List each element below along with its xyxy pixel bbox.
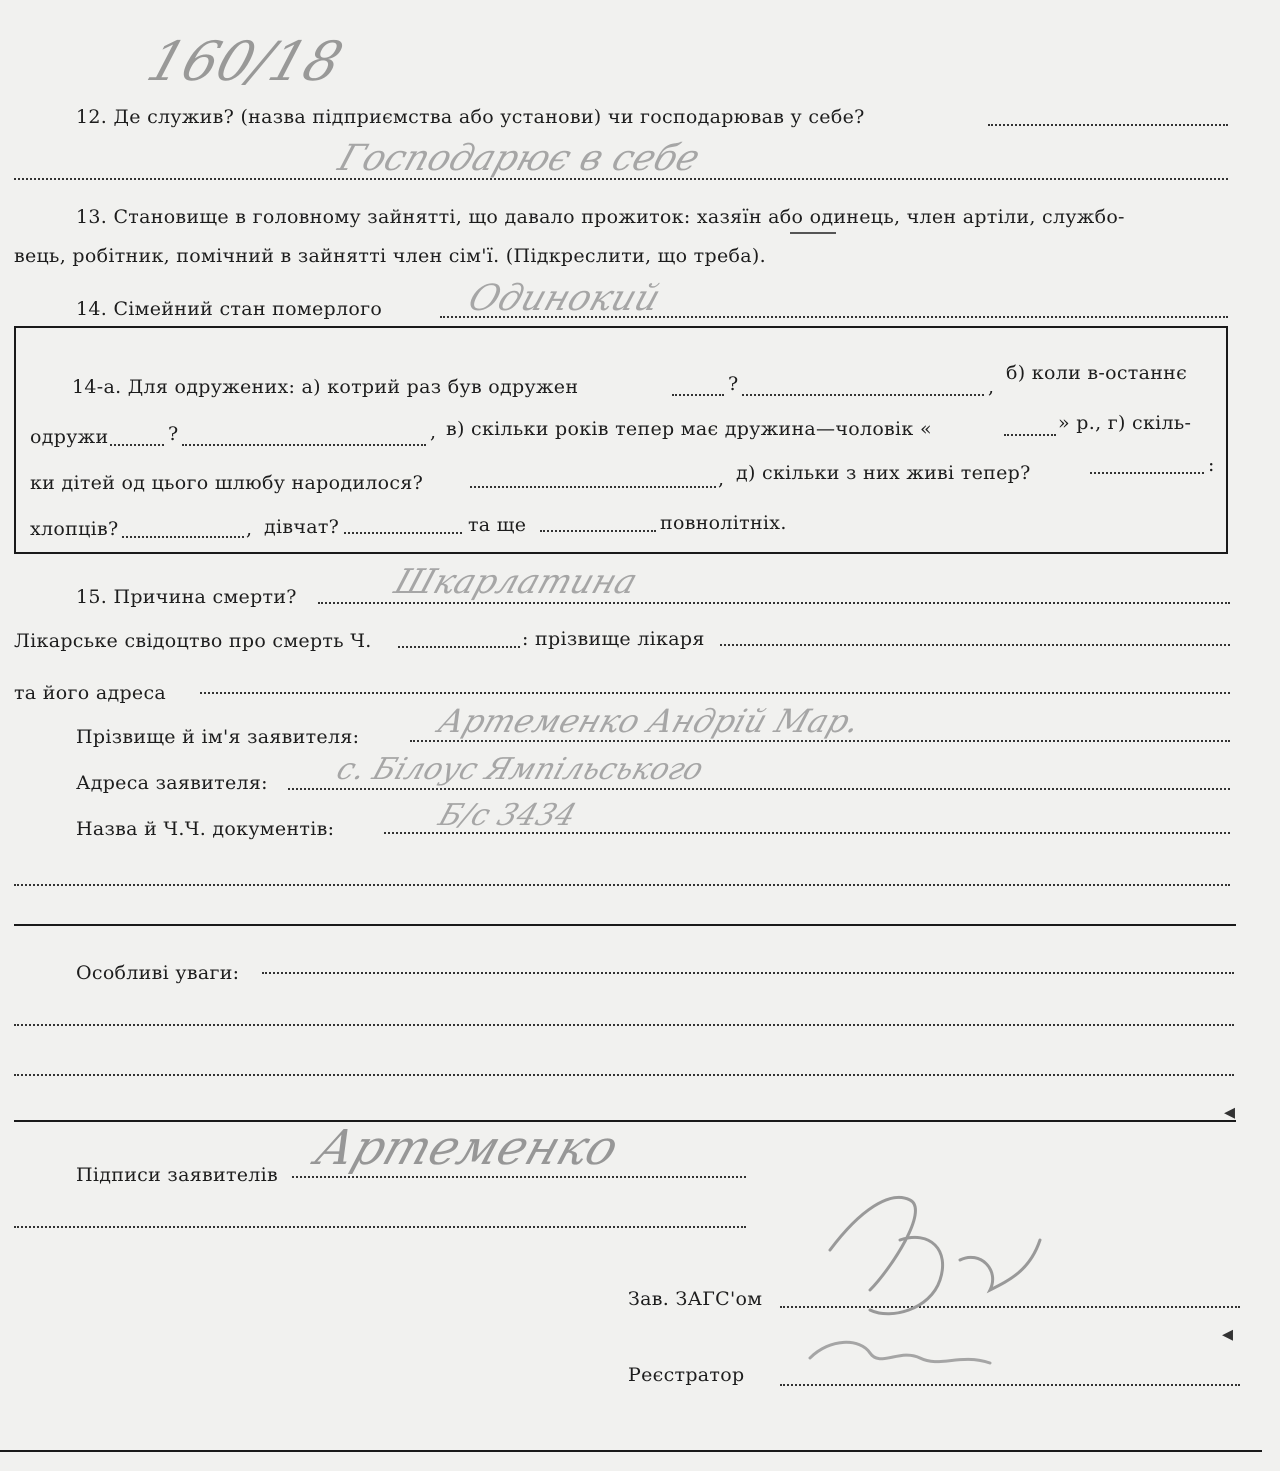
q14a-comma-3: , [718, 468, 725, 490]
q14a-fill-boys [122, 536, 244, 538]
q14a-text-4: , [430, 421, 437, 443]
signatures-label: Підписи заявителів [76, 1164, 279, 1186]
notes-fill-line-3 [14, 1074, 1234, 1076]
q14a-fill-last-married-2 [182, 444, 426, 446]
q14a-text-2: б) коли в-останнє [1006, 362, 1188, 384]
q14a-text-11: повнолітніх. [660, 512, 787, 534]
signatures-fill-line-2 [14, 1226, 746, 1228]
applicant-address-handwritten: с. Білоус Ямпільського [332, 752, 708, 787]
applicant-name-label: Прізвище й ім'я заявителя: [76, 726, 360, 748]
q14a-text-7: д) скільки з них живі тепер? [736, 462, 1031, 484]
registrar-signature-scribble [790, 1318, 1010, 1388]
q14a-text-6: ки дітей од цього шлюбу народилося? [30, 472, 424, 494]
handwritten-record-number: 160/18 [139, 30, 351, 93]
q14a-fill-adults [540, 530, 656, 532]
q15-fill-line [318, 602, 1230, 604]
q12-fill-line-1 [988, 124, 1228, 126]
doctor-address-label: та його адреса [14, 682, 167, 704]
q14a-text-8: хлопців? [30, 518, 119, 540]
section-divider-1 [14, 924, 1236, 926]
q14a-spouse-age-label: в) скільки років тепер має дружина—чоловік « [446, 418, 932, 440]
edge-tear-mark-2: ◂ [1222, 1322, 1234, 1347]
applicant-docs-handwritten: Б/с 3434 [434, 798, 581, 833]
doctor-surname-fill [720, 644, 1230, 646]
q14a-fill-times-married-2 [742, 394, 984, 396]
q14a-comma-1: , [988, 376, 995, 398]
q13-selection-underline [790, 232, 836, 234]
doctor-address-fill [200, 692, 1230, 694]
edge-tear-mark: ◂ [1224, 1100, 1236, 1125]
notes-fill-line-1 [262, 972, 1234, 974]
blank-fill-line-1 [14, 884, 1230, 886]
q12-fill-line-2 [14, 178, 1228, 180]
q12-handwritten-answer: Господарює в себе [333, 138, 705, 179]
q14a-married-section-box [14, 326, 1228, 554]
doctor-cert-number-fill [398, 646, 520, 648]
q14a-fill-spouse-age [1004, 434, 1056, 436]
q14-label: 14. Сімейний стан померлого [76, 298, 383, 320]
q14a-text-3: одружи [30, 426, 109, 448]
q15-label: 15. Причина смерти? [76, 586, 297, 608]
q14a-text-9: дівчат? [264, 516, 340, 538]
q14a-qmark-2: ? [168, 423, 179, 445]
q14a-text-10: та ще [468, 514, 527, 536]
q14a-fill-times-married [672, 394, 724, 396]
applicant-address-label: Адреса заявителя: [76, 772, 268, 794]
applicant-signature: Артеменко [308, 1120, 626, 1176]
q14a-fill-last-married [110, 444, 164, 446]
q14a-fill-girls [344, 532, 462, 534]
applicant-address-fill [288, 788, 1230, 790]
q14-fill-line [440, 316, 1228, 318]
q12-label: 12. Де служив? (назва підприємства або установи) чи господарював у себе? [76, 106, 865, 128]
doctor-cert-label: Лікарське свідоцтво про смерть Ч. [14, 630, 372, 652]
doctor-surname-label: : прізвище лікаря [522, 628, 705, 650]
q13-line-1: 13. Становище в головному зайнятті, що давало прожиток: хазяїн або одинець, член артіли, службо- [76, 206, 1125, 228]
q14a-text-1: 14-а. Для одружених: а) котрий раз був одружен [72, 376, 579, 398]
bottom-border-line [0, 1450, 1262, 1452]
applicant-docs-label: Назва й Ч.Ч. документів: [76, 818, 335, 840]
notes-fill-line-2 [14, 1024, 1234, 1026]
q14-handwritten-answer: Одинокий [463, 278, 666, 319]
q14a-fill-children-born [470, 486, 716, 488]
registrar-label: Реєстратор [628, 1364, 745, 1386]
q14a-comma-4: , [246, 518, 253, 540]
notes-label: Особливі уваги: [76, 962, 240, 984]
q15-handwritten-answer: Шкарлатина [389, 562, 643, 602]
applicant-name-handwritten: Артеменко Андрій Мар. [433, 702, 865, 740]
q14a-text-5: » р., г) скіль- [1058, 412, 1192, 434]
q13-line-2: вець, робітник, помічний в зайнятті член сім'ї. (Підкреслити, що треба). [14, 245, 766, 267]
q14a-colon: : [1208, 454, 1215, 476]
signatures-fill-line-1 [292, 1176, 746, 1178]
q14a-qmark-1: ? [728, 373, 739, 395]
q14a-fill-children-alive [1090, 472, 1204, 474]
applicant-name-fill [410, 740, 1230, 742]
head-of-registry-label: Зав. ЗАГС'ом [628, 1288, 763, 1310]
head-signature-scribble [800, 1180, 1060, 1340]
